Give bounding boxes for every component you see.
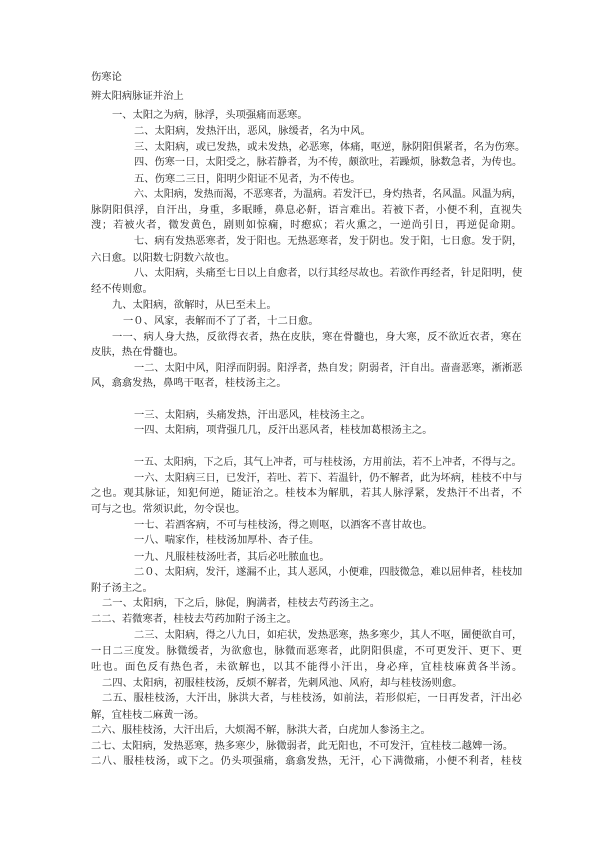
text-line: 吐也。面色反有热色者，未欲解也，以其不能得小汗出，身必痒，宜桂枝麻黄各半汤。: [91, 660, 524, 673]
doc-subtitle: 辨太阳病脉证并治上: [91, 90, 184, 102]
text-line: 二０、太阳病，发汗，遂漏不止，其人恶风，小便难，四肢微急，难以屈伸者，桂枝加: [134, 566, 523, 579]
doc-title: 伤寒论: [91, 71, 122, 83]
text-line: 一五、太阳病，下之后，其气上冲者，可与桂枝汤，方用前法，若不上冲者，不得与之。: [134, 456, 522, 469]
text-line: 二、太阳病，发热汗出，恶风，脉缓者，名为中风。: [134, 125, 371, 138]
text-line: 七、病有发热恶寒者，发于阳也。无热恶寒者，发于阴也。发于阳，七日愈。发于阴，: [134, 235, 523, 248]
text-line: 风，翕翕发热，鼻鸣干呕者，桂枝汤主之。: [91, 377, 287, 390]
text-line: 一七、若酒客病，不可与桂枝汤，得之则呕，以酒客不喜甘故也。: [134, 518, 433, 531]
text-line: 二一、太阳病，下之后，脉促，胸满者，桂枝去芍药汤主之。: [102, 597, 381, 610]
text-line: 一四、太阳病，项背强几几，反汗出恶风者，桂枝加葛根汤主之。: [134, 424, 433, 437]
text-line: 一八、喘家作，桂枝汤加厚朴、杏子佳。: [134, 534, 320, 547]
text-line: 之也。观其脉证，知犯何逆，随证治之。桂枝本为解肌，若其人脉浮紧，发热汗不出者，不: [91, 487, 523, 500]
text-line: 皮肤，热在骨髓也。: [91, 346, 184, 359]
text-line: 二四、太阳病，初服桂枝汤，反烦不解者，先刺风池、风府，却与桂枝汤则愈。: [102, 676, 463, 689]
text-line: 一二、太阳中风，阳浮而阴弱。阳浮者，热自发；阴弱者，汗自出。啬啬恶寒，淅淅恶: [134, 361, 523, 374]
text-line: 八、太阳病，头痛至七日以上自愈者，以行其经尽故也。若欲作再经者，针足阳明，使: [134, 267, 523, 280]
text-line: 溲；若被火者，微发黄色，剧则如惊痫，时瘛疭；若火熏之，一逆尚引日，再逆促命期。: [91, 219, 523, 231]
text-line: 一日二三度发。脉微缓者，为欲愈也，脉微而恶寒者，此阴阳俱虚，不可更发汗、更下、更: [91, 645, 523, 658]
text-line: 可与之也。常须识此，勿令误也。: [91, 503, 246, 516]
text-line: 九、太阳病，欲解时，从巳至未上。: [112, 298, 277, 311]
text-line: 三、太阳病，或已发热，或未发热，必恶寒，体痛，呕逆，脉阴阳俱紧者，名为伤寒。: [134, 140, 526, 153]
text-line: 二三、太阳病，得之八九日，如疟状，发热恶寒，热多寒少，其人不呕，圊便欲自可，: [134, 628, 523, 641]
text-line: 二五、服桂枝汤，大汗出，脉洪大者，与桂枝汤，如前法，若形似疟，一日再发者，汗出必: [102, 692, 523, 705]
text-line: 解，宜桂枝二麻黄一汤。: [91, 708, 205, 721]
text-line: 经不传则愈。: [91, 282, 153, 295]
text-line: 脉阴阳俱浮，自汗出，身重，多眠睡，鼻息必鼾，语言难出。若被下者，小便不利，直视失: [91, 203, 523, 216]
text-line: 附子汤主之。: [91, 582, 153, 595]
text-line: 四、伤寒一日，太阳受之，脉若静者，为不传，颇欲吐，若躁烦，脉数急者，为传也。: [134, 156, 523, 169]
text-line: 六日愈。以阳数七阴数六故也。: [91, 251, 236, 264]
text-line: 一九、凡服桂枝汤吐者，其后必吐脓血也。: [134, 550, 330, 563]
text-line: 一六、太阳病三日，已发汗，若吐、若下、若温针，仍不解者，此为坏病，桂枝不中与: [134, 471, 523, 484]
text-line: 二八、服桂枝汤，或下之。仍头项强痛，翕翕发热，无汗，心下满微痛，小便不利者，桂枝: [91, 755, 523, 768]
text-line: 六、太阳病，发热而渴，不恶寒者，为温病。若发汗已，身灼热者，名风温。风温为病，: [134, 188, 522, 201]
text-line: 一一、病人身大热，反欲得衣者，热在皮肤，寒在骨髓也，身大寒，反不欲近衣者，寒在: [112, 330, 522, 343]
text-line: 二七、太阳病，发热恶寒，热多寒少，脉微弱者，此无阳也，不可发汗，宜桂枝二越婢一汤。: [91, 739, 514, 752]
text-line: 一、太阳之为病，脉浮，头项强痛而恶寒。: [112, 109, 308, 121]
text-line: 二六、服桂枝汤，大汗出后，大烦渴不解，脉洪大者，白虎加人参汤主之。: [91, 724, 431, 737]
text-line: 五、伤寒二三日，阳明少阳证不见者，为不传也。: [134, 172, 361, 185]
text-line: 二二、若微寒者，桂枝去芍药加附子汤主之。: [91, 613, 297, 626]
text-line: 一０、风家，表解而不了了者，十二日愈。: [123, 315, 319, 328]
text-line: 一三、太阳病，头痛发热，汗出恶风，桂枝汤主之。: [134, 408, 371, 421]
